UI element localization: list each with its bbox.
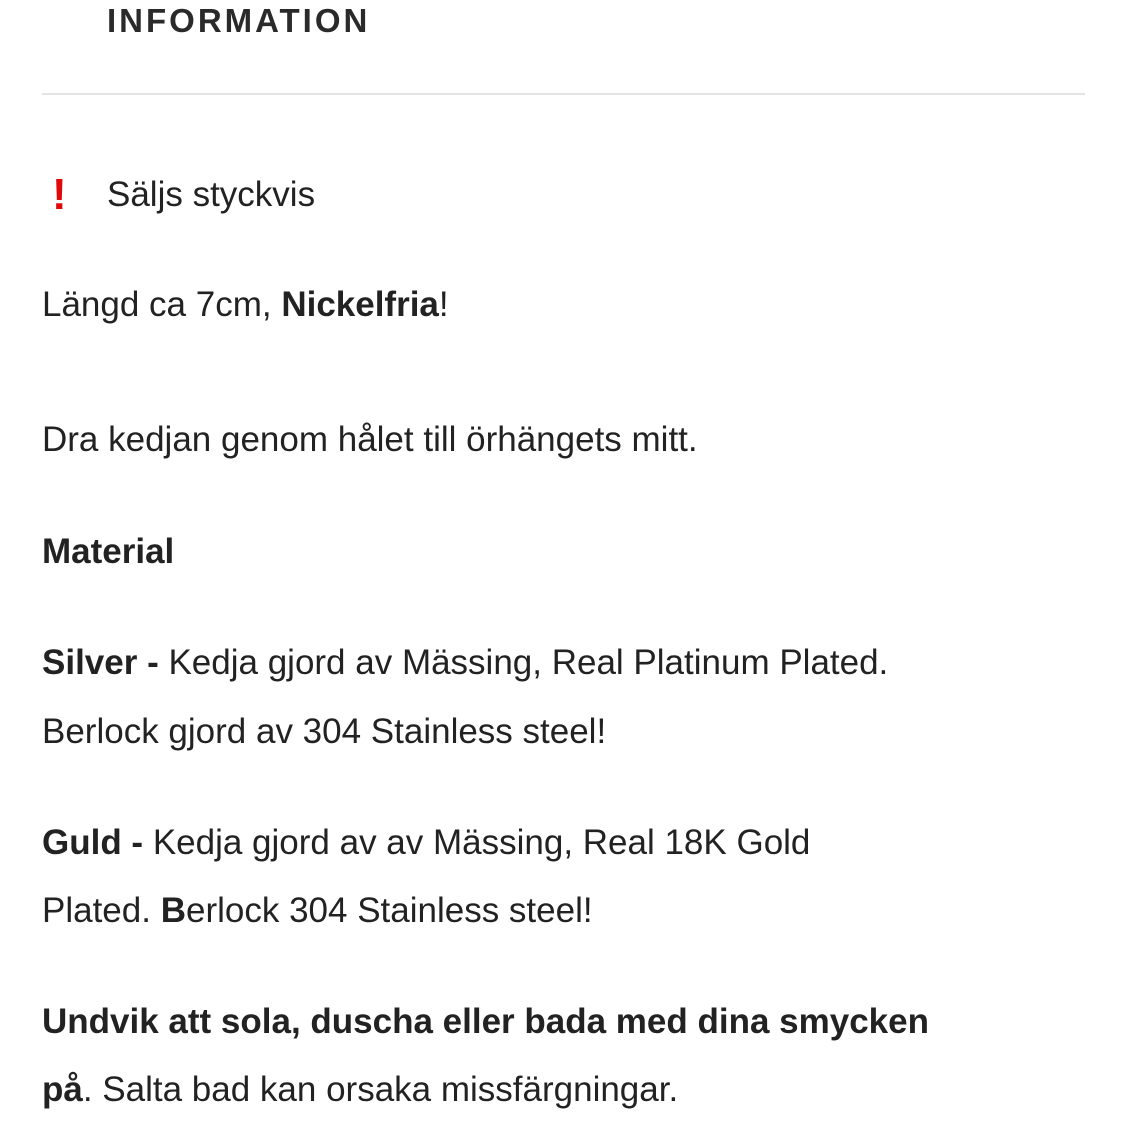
care-line-2 [42, 1068, 678, 1112]
silver-line-1 [42, 641, 888, 685]
gold-berlock: erlock 304 Stainless steel! [185, 891, 593, 930]
instruction-text: Dra kedjan genom hålet till örhängets mitt. [42, 420, 698, 459]
gold-b: B [160, 891, 186, 930]
care-line-1: Undvik att sola, duscha eller bada med dina smycken [42, 1002, 929, 1041]
length-suffix: ! [438, 285, 449, 324]
gold-line-1 [42, 821, 810, 865]
nickel-free: Nickelfria [281, 285, 439, 324]
care-bold: på [42, 1070, 83, 1109]
silver-line-2: Berlock gjord av 304 Stainless steel! [42, 712, 607, 751]
silver-desc: Kedja gjord av Mässing, Real Platinum Plated. [158, 643, 889, 682]
care-rest: . Salta bad kan orsaka missfärgningar. [82, 1070, 679, 1109]
exclamation-icon: ! [52, 170, 67, 219]
divider [42, 93, 1085, 95]
gold-desc: Kedja gjord av av Mässing, Real 18K Gold [143, 823, 811, 862]
section-title: INFORMATION [107, 2, 371, 39]
length-text [42, 283, 449, 327]
gold-line-2 [42, 889, 593, 933]
length-label: Längd ca 7cm, [42, 285, 282, 324]
gold-label: Guld - [42, 823, 144, 862]
silver-label: Silver - [42, 643, 159, 682]
material-heading: Material [42, 532, 175, 571]
gold-plated: Plated. [42, 891, 161, 930]
notice-text: Säljs styckvis [107, 175, 316, 214]
